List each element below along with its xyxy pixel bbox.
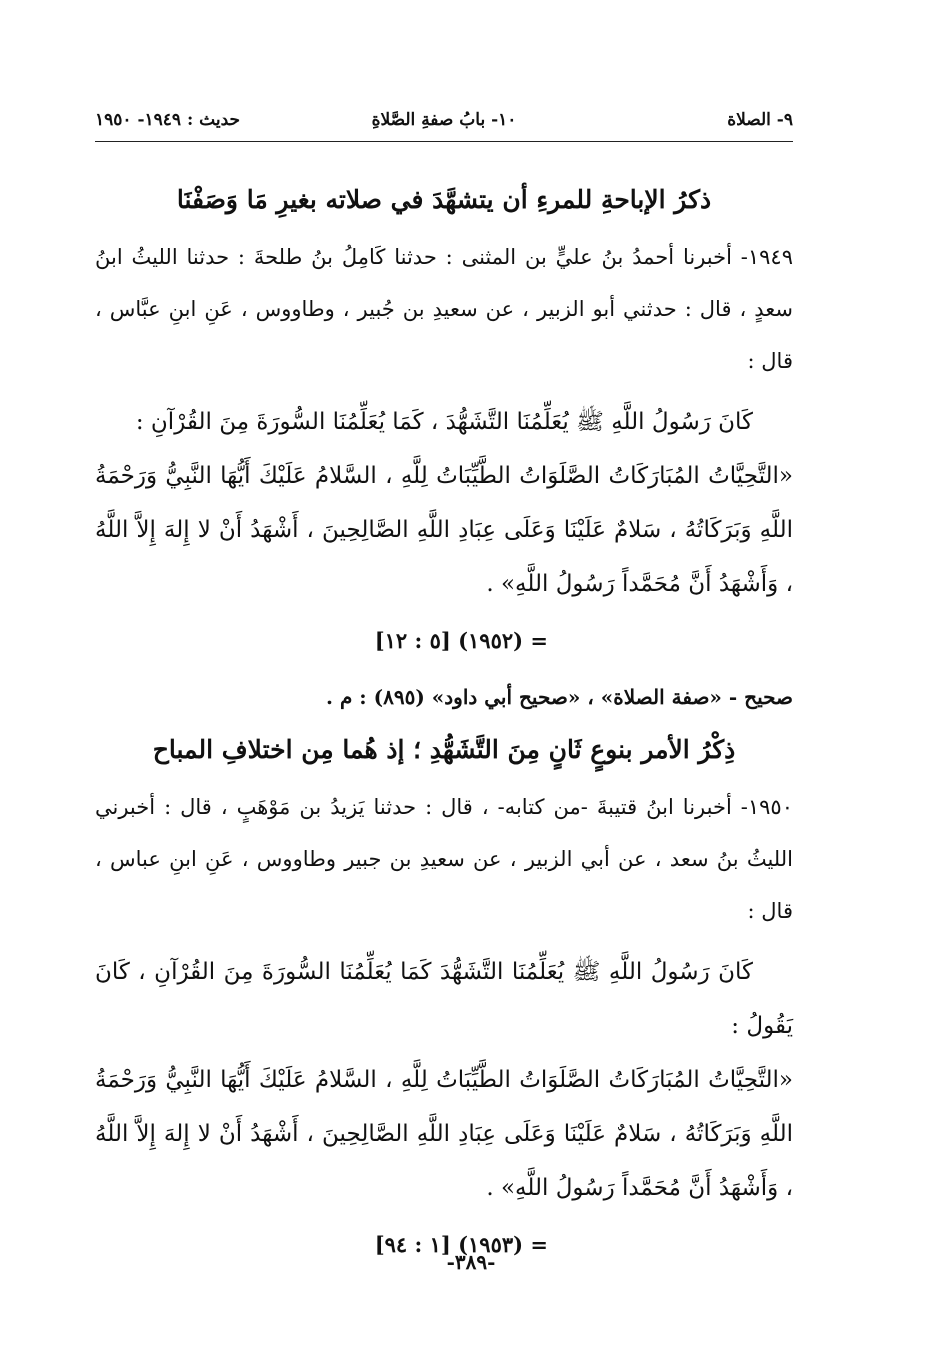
running-header: [95, 98, 793, 130]
hadith-matn: كَانَ رَسُولُ اللَّهِ ﷺ يُعَلِّمُنَا التَّشَهُّدَ كَمَا يُعَلِّمُنَا السُّورَةَ مِنَ القُرْآنِ ، كَانَ يَقُولُ :: [95, 959, 793, 1039]
running-header-hadith-range: حديث : ١٩٤٩- ١٩٥٠: [95, 110, 241, 130]
page-body: [95, 175, 793, 1271]
running-header-chapter: ٩- الصلاة: [727, 110, 793, 130]
section-heading: ذكرُ الإباحةِ للمرءِ أن يتشهَّدَ في صلاته بغيرِ مَا وَصَفْنَا: [176, 185, 712, 214]
hadith-isnad: ١٩٤٩- أخبرنا أحمدُ بنُ عليٍّ بن المثنى : حدثنا كَامِلُ بنُ طلحةَ : حدثنا الليثُ ابنُ سعدٍ ، قال : حدثني أبو الزبير ، عن سعيدِ بن جُبير ، وطاووس ، عَنِ ابنِ عبَّاس ، قال :: [95, 245, 793, 373]
hadith-matn: كَانَ رَسُولُ اللَّهِ ﷺ يُعَلِّمُنَا التَّشَهُّدَ ، كَمَا يُعَلِّمُنَا السُّورَةَ مِنَ القُرْآنِ :: [135, 409, 753, 435]
hadith-grading: صحيح - «صفة الصلاة» ، «صحيح أبي داود» (٨٩٥) : م .: [326, 685, 793, 709]
hadith-crossref: = (١٩٥٣) [١ : ٩٤]: [374, 1232, 548, 1257]
tashahhud-text: «التَّحِيَّاتُ المُبَارَكَاتُ الصَّلَوَاتُ الطَّيِّبَاتُ لِلَّهِ ، السَّلامُ عَلَيْكَ أَيُّهَا النَّبِيُّ وَرَحْمَةُ اللَّهِ وَبَرَكَاتُهُ ، سَلامٌ عَلَيْنَا وَعَلَى عِبَادِ اللَّهِ الصَّالِحِينَ ، أَشْهَدُ أَنْ لا إِلهَ إِلاَّ اللَّهُ ، وَأَشْهَدُ أَنَّ مُحَمَّداً رَسُولُ اللَّهِ» .: [95, 1067, 793, 1201]
hadith-isnad: ١٩٥٠- أخبرنا ابنُ قتيبةَ -من كتابه- ، قال : حدثنا يَزيدُ بن مَوْهَبٍ ، قال : أخبرني الليثُ بنُ سعد ، عن أبي الزبير ، عن سعيدِ بن جبير وطاووس ، عَنِ ابنِ عباس ، قال :: [95, 795, 793, 923]
header-divider: [95, 141, 793, 142]
section-heading: ذِكْرُ الأمر بنوعٍ ثَانٍ مِنَ التَّشَهُّدِ ؛ إذ هُما مِن اختلافِ المباح: [152, 735, 736, 764]
tashahhud-text: «التَّحِيَّاتُ المُبَارَكَاتُ الصَّلَوَاتُ الطَّيِّبَاتُ لِلَّهِ ، السَّلامُ عَلَيْكَ أَيُّهَا النَّبِيُّ وَرَحْمَةُ اللَّهِ وَبَرَكَاتُهُ ، سَلامٌ عَلَيْنَا وَعَلَى عِبَادِ اللَّهِ الصَّالِحِينَ ، أَشْهَدُ أَنْ لا إِلهَ إِلاَّ اللَّهُ ، وَأَشْهَدُ أَنَّ مُحَمَّداً رَسُولُ اللَّهِ» .: [95, 463, 793, 597]
page-number: -٣٨٩-: [446, 1250, 496, 1274]
running-header-chapter-title: ١٠- بابُ صفةِ الصَّلاةِ: [371, 110, 517, 130]
hadith-crossref: = (١٩٥٢) [٥ : ١٢]: [374, 628, 548, 653]
